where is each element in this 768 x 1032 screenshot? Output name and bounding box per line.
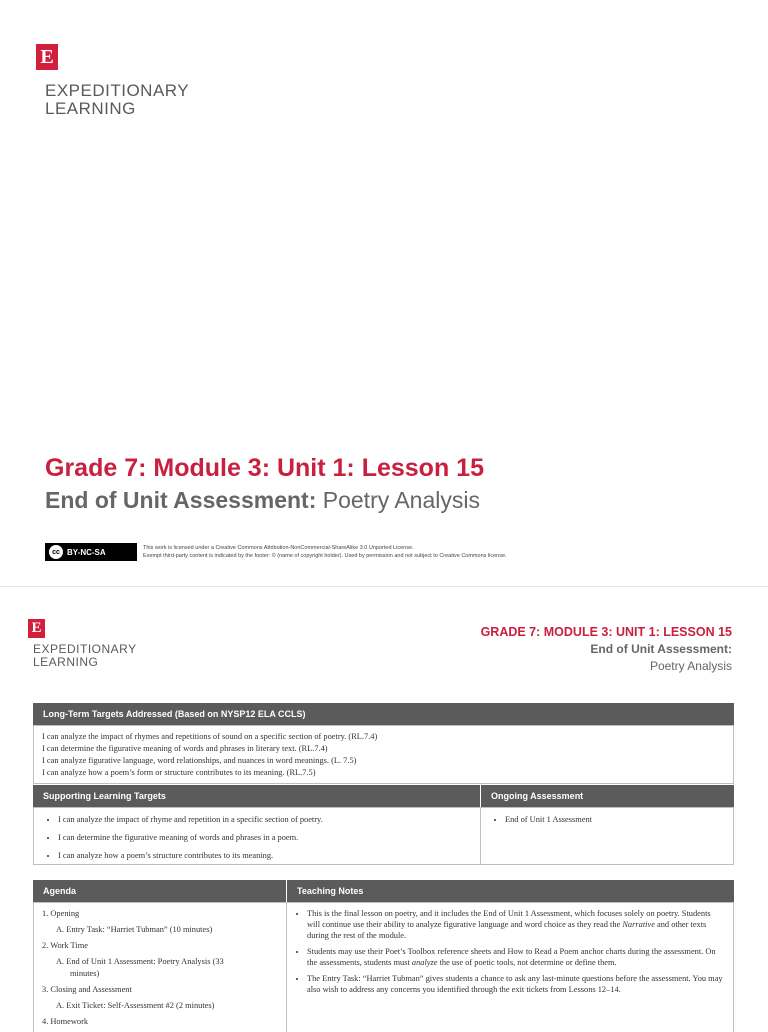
agenda-item: A. Exit Ticket: Self-Assessment #2 (2 minutes) [56,1001,215,1010]
long-term-target: I can analyze the impact of rhymes and repetitions of sound on a specific section of poetry. (RL.7.4) [42,732,378,741]
supporting-target: • I can determine the figurative meaning of words and phrases in a poem. [58,832,474,843]
long-term-targets-body [33,725,734,784]
cover-subtitle-bold: End of Unit Assessment: [45,487,317,513]
page-divider [0,586,768,587]
header-logo-line-2: LEARNING [33,654,99,669]
agenda-heading: Agenda [33,880,286,902]
license-text [143,544,563,560]
ongoing-assessment-item: • End of Unit 1 Assessment [505,814,727,825]
agenda-item: 1. Opening [42,909,80,918]
lesson-header-title: GRADE 7: MODULE 3: UNIT 1: LESSON 15 [480,625,732,639]
agenda-item: A. End of Unit 1 Assessment: Poetry Analysis (33 [56,957,224,966]
agenda-item: 4. Homework [42,1017,89,1026]
supporting-targets-body [33,807,481,865]
header-logo-line-1: EXPEDITIONARY [33,642,137,656]
logo-line-1: EXPEDITIONARY [45,81,190,100]
cc-label: BY-NC-SA [67,547,106,557]
long-term-targets-heading: Long-Term Targets Addressed (Based on NYSP12 ELA CCLS) [33,703,734,725]
supporting-targets-heading: Supporting Learning Targets [33,785,480,807]
teaching-note: • Students may use their Poet’s Toolbox reference sheets and How to Read a Poem anchor charts during the assessment. On the assessments, students must analyze the use of poetic tools, not determine or define them. [307,946,725,968]
agenda-item: A. Entry Task: “Harriet Tubman” (10 minutes) [56,925,213,934]
header-logo-mark: E [28,619,45,638]
cover-subtitle-rest: Poetry Analysis [316,487,480,513]
teaching-note: • The Entry Task: “Harriet Tubman” gives students a chance to ask any last-minute questions before the assessment. You may also wish to address any concerns you identified through the exit tickets from Lessons 12–14. [307,973,725,995]
supporting-target: • I can analyze the impact of rhyme and repetition in a specific section of poetry. [58,814,474,825]
header-logo-wordmark [33,643,137,668]
license-line-1: This work is licensed under a Creative Commons Attribution-NonCommercial-ShareAlike 3.0 Unported License. [143,545,414,551]
logo-line-2: LEARNING [45,98,136,118]
teaching-notes-heading: Teaching Notes [287,880,734,902]
cover-title: Grade 7: Module 3: Unit 1: Lesson 15 [45,454,484,482]
ongoing-assessment-heading: Ongoing Assessment [481,785,734,807]
agenda-item: minutes) [70,969,100,978]
agenda-item: 2. Work Time [42,941,88,950]
long-term-target: I can determine the figurative meaning of words and phrases in literary text. (RL.7.4) [42,744,328,753]
lesson-header-line3: Poetry Analysis [649,659,732,673]
supporting-target: • I can analyze how a poem’s structure contributes to its meaning. [58,850,474,861]
agenda-item: 3. Closing and Assessment [42,985,132,994]
long-term-target: I can analyze figurative language, word relationships, and nuances in word meanings. (L. 7.5) [42,756,357,765]
agenda-body [33,902,287,1032]
ongoing-assessment-body [480,807,734,865]
cc-license-badge [45,543,137,561]
lesson-header [481,625,732,673]
teaching-notes-body [286,902,734,1032]
logo-wordmark [45,82,189,118]
cc-icon: cc [49,545,63,559]
logo-mark: E [36,44,58,70]
lesson-header-line2: End of Unit Assessment: [590,642,732,656]
long-term-target: I can analyze how a poem’s form or structure contributes to its meaning. (RL.7.5) [42,768,316,777]
cover-subtitle [45,487,480,514]
license-line-2: Exempt third-party content is indicated by the footer: © (name of copyright holder). Used by permission and not subject to Creative Commons license. [143,553,507,559]
teaching-note: • This is the final lesson on poetry, and it includes the End of Unit 1 Assessment, which focuses solely on poetry. Students will continue use their ability to analyze figurative language and word choice as they read the Narrative and other texts during the rest of the module. [307,908,725,941]
